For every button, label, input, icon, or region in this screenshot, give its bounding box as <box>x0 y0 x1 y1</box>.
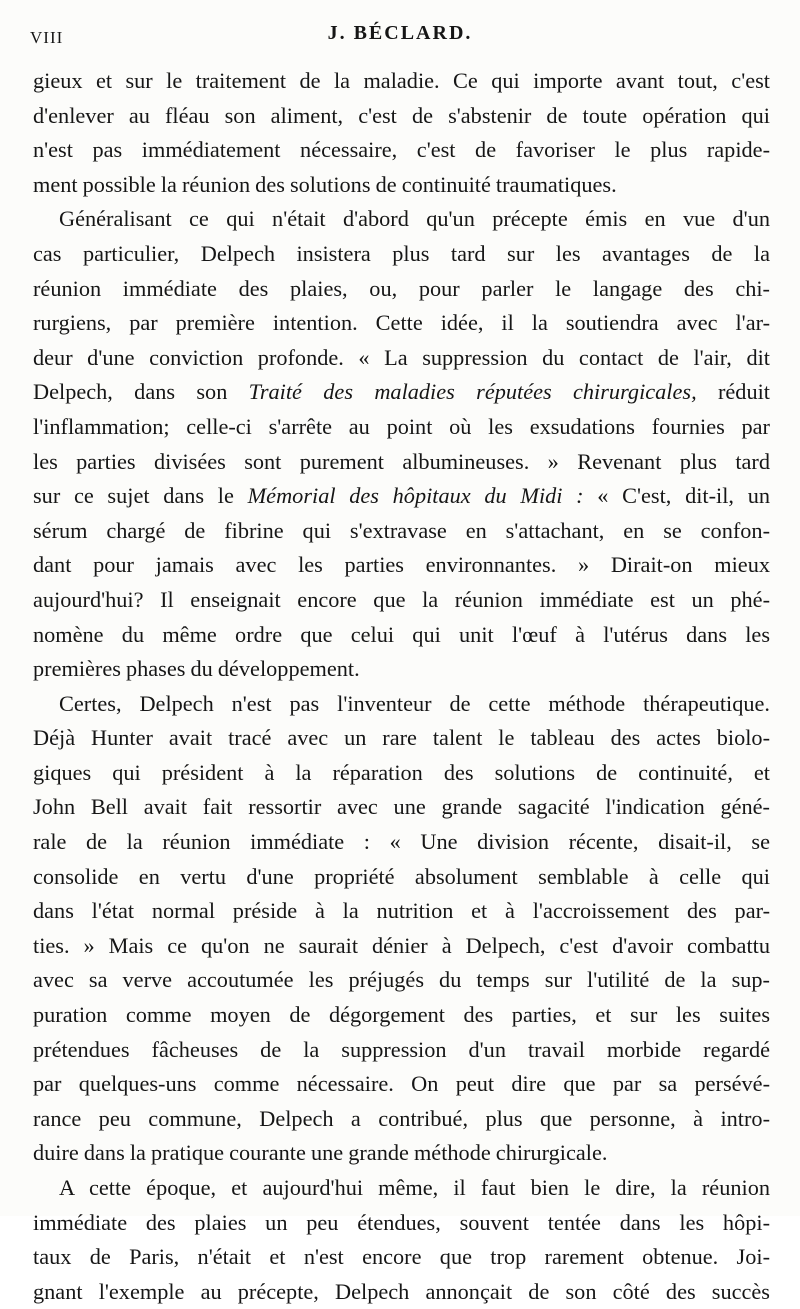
text-line: immédiate des plaies un peu étendues, souvent tentée dans les hôpi- <box>33 1209 770 1235</box>
text-line: taux de Paris, n'était et n'est encore que trop rarement obtenue. Joi- <box>33 1244 770 1270</box>
text-line: les parties divisées sont purement albumineuses. » Revenant plus tard <box>33 448 770 474</box>
running-title: J. BÉCLARD. <box>327 22 473 44</box>
text-line: avec sa verve accoutumée les préjugés du temps sur l'utilité de la sup- <box>33 967 770 993</box>
text-line-with-title <box>33 375 770 410</box>
text-line: A cette époque, et aujourd'hui même, il faut bien le dire, la réunion <box>59 1175 770 1200</box>
text-line: giques qui président à la réparation des solutions de continuité, et <box>33 759 770 785</box>
text-line: aujourd'hui? Il enseignait encore que la réunion immédiate est un phé- <box>33 586 770 612</box>
text-line: Déjà Hunter avait tracé avec un rare talent le tableau des actes biolo- <box>33 725 770 751</box>
text-fragment: réduit <box>696 379 770 405</box>
italic-title-traite: Traité des maladies réputées chirurgicales, <box>248 379 697 405</box>
page-number: VIII <box>30 28 64 47</box>
text-line: dans l'état normal préside à la nutrition et à l'accroissement des par- <box>33 898 770 924</box>
text-line: Généralisant ce qui n'était d'abord qu'un précepte émis en vue d'un <box>59 206 770 232</box>
paragraph-1 <box>33 64 770 202</box>
text-line: réunion immédiate des plaies, ou, pour parler le langage des chi- <box>33 275 770 301</box>
text-line: dant pour jamais avec les parties environnantes. » Dirait-on mieux <box>33 552 770 578</box>
italic-title-memorial: Mémorial des hôpitaux du Midi : <box>247 483 584 509</box>
text-line: premières phases du développement. <box>33 656 360 682</box>
text-line: prétendues fâcheuses de la suppression d'un travail morbide regardé <box>33 1036 770 1062</box>
running-head <box>30 22 770 52</box>
text-fragment: sur ce sujet dans le <box>33 483 234 509</box>
paragraph-2 <box>33 202 770 686</box>
text-line: sérum chargé de fibrine qui s'extravase en s'attachant, en se confon- <box>33 517 770 543</box>
text-line: par quelques-uns comme nécessaire. On peut dire que par sa persévé- <box>33 1071 770 1097</box>
text-line-with-title <box>33 479 770 514</box>
text-line: John Bell avait fait ressortir avec une grande sagacité l'indication géné- <box>33 794 770 820</box>
text-line: puration comme moyen de dégorgement des parties, et sur les suites <box>33 1002 770 1028</box>
text-line: consolide en vertu d'une propriété absolument semblable à celle qui <box>33 863 770 889</box>
text-fragment: « C'est, dit-il, un <box>583 483 770 509</box>
text-line: gieux et sur le traitement de la maladie. Ce qui importe avant tout, c'est <box>33 68 770 93</box>
text-line: n'est pas immédiatement nécessaire, c'est de favoriser le plus rapide- <box>33 137 770 163</box>
text-line: ment possible la réunion des solutions de continuité traumatiques. <box>33 171 617 197</box>
paragraph-3 <box>33 687 770 1171</box>
text-line: rance peu commune, Delpech a contribué, plus que personne, à intro- <box>33 1105 770 1131</box>
text-fragment: Delpech, dans son <box>33 379 228 405</box>
body-text <box>33 64 770 1309</box>
text-line: d'enlever au fléau son aliment, c'est de s'abstenir de toute opération qui <box>33 102 770 128</box>
text-line: l'inflammation; celle-ci s'arrête au point où les exsudations fournies par <box>33 413 770 439</box>
text-line: deur d'une conviction profonde. « La suppression du contact de l'air, dit <box>33 344 770 370</box>
text-line: duire dans la pratique courante une grande méthode chirurgicale. <box>33 1140 608 1166</box>
text-line: Certes, Delpech n'est pas l'inventeur de cette méthode thérapeutique. <box>59 690 770 716</box>
text-line: ties. » Mais ce qu'on ne saurait dénier à Delpech, c'est d'avoir combattu <box>33 932 770 958</box>
text-line: cas particulier, Delpech insistera plus tard sur les avantages de la <box>33 240 770 266</box>
text-line: gnant l'exemple au précepte, Delpech annonçait de son côté des succès <box>33 1278 770 1304</box>
text-line: nomène du même ordre que celui qui unit l'œuf à l'utérus dans les <box>33 621 770 647</box>
text-line: rurgiens, par première intention. Cette idée, il la soutiendra avec l'ar- <box>33 310 770 336</box>
paragraph-4 <box>33 1171 770 1309</box>
text-line: rale de la réunion immédiate : « Une division récente, disait-il, se <box>33 829 770 855</box>
